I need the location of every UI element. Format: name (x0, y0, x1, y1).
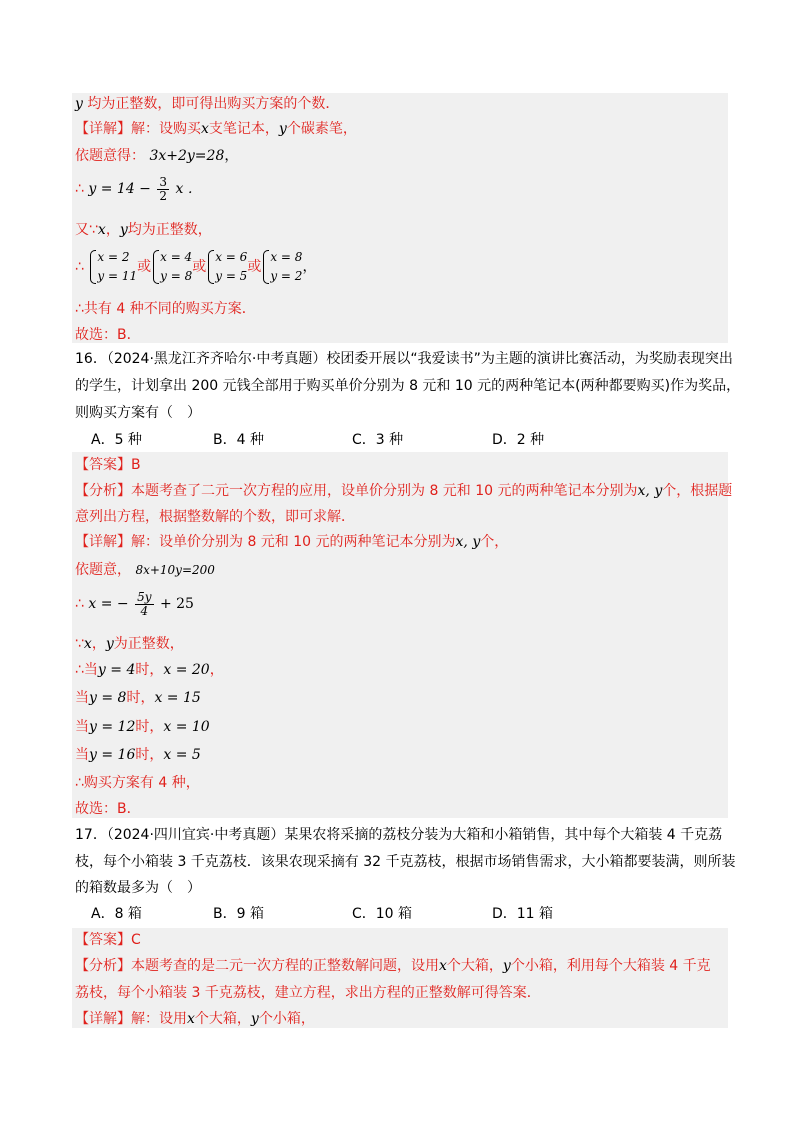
sol16-case-3: 当y = 12时，x = 10 (75, 719, 210, 735)
solution-pair-2: x = 4 y = 8 (151, 248, 192, 286)
sol16-answer: 【答案】B (75, 457, 141, 473)
q16-option-a: A．5 种 (91, 432, 142, 448)
q16-option-b: B．4 种 (213, 432, 264, 448)
fraction-5y-over-4: $\frac{5y}{4}$ (137, 589, 152, 618)
sol15-y-expression: ∴ y = 14 − $\frac{3}{2}$ x ． (75, 174, 202, 203)
q16-option-c: C．3 种 (352, 432, 404, 448)
q17-option-b: B．9 箱 (213, 906, 264, 922)
sol16-x-expression: ∴ x = − $\frac{5y}{4}$ + 25 (75, 589, 194, 618)
solution-pair-3: x = 6 y = 5 (206, 248, 247, 286)
sol15-total: ∴共有 4 种不同的购买方案． (75, 301, 256, 317)
q17-option-c: C．10 箱 (352, 906, 413, 922)
sol16-case-4: 当y = 16时，x = 5 (75, 747, 201, 763)
q17-line-1: 17．（2024·四川宜宾·中考真题）某果农将采摘的荔枝分装为大箱和小箱销售，其中每个大箱装 4 千克荔 (75, 827, 723, 843)
fraction-3-over-2: $\frac{3}{2}$ (159, 174, 168, 203)
sol15-continuation: y 均为正整数，即可得出购买方案的个数． (75, 96, 340, 112)
sol17-answer: 【答案】C (75, 932, 141, 948)
q16-line-1: 16．（2024·黑龙江齐齐哈尔·中考真题）校团委开展以“我爱读书”为主题的演讲比赛活动，为奖励表现突出 (75, 351, 733, 367)
sol15-detail: 【详解】解：设购买x支笔记本，y个碳素笔， (75, 121, 357, 137)
sol17-analysis-2: 荔枝，每个小箱装 3 千克荔枝，建立方程，求出方程的正整数解可得答案． (75, 985, 541, 1001)
solution-pair-1: x = 2 y = 11 (88, 248, 137, 286)
sol16-condition: ∵x，y为正整数， (75, 636, 184, 652)
sol16-detail: 【详解】解：设单价分别为 8 元和 10 元的两种笔记本分别为x, y个， (75, 534, 509, 550)
q16-option-d: D．2 种 (492, 432, 545, 448)
sol15-condition: 又∵x，y均为正整数， (75, 222, 212, 238)
q17-line-2: 枝，每个小箱装 3 千克荔枝．该果农现采摘有 32 千克荔枝，根据市场销售需求，大小箱都要装满，则所装 (75, 854, 736, 870)
sol16-choose: 故选：B． (75, 801, 141, 817)
q17-option-a: A．8 箱 (91, 906, 142, 922)
sol17-detail: 【详解】解：设用x个大箱，y个小箱， (75, 1011, 315, 1027)
q16-line-3: 则购买方案有（ ） (75, 405, 201, 421)
sol16-analysis-1: 【分析】本题考查了二元一次方程的应用，设单价分别为 8 元和 10 元的两种笔记本分别为x, y个，根据题 (75, 483, 733, 499)
sol16-case-2: 当y = 8时，x = 15 (75, 690, 201, 706)
sol15-solutions: ∴ x = 2 y = 11 或 x = 4 y = 8 或 x = 6 y = 5 或 x = 8 y = 2 ， (75, 246, 316, 288)
q16-line-2: 的学生，计划拿出 200 元钱全部用于购买单价分别为 8 元和 10 元的两种笔记本(两种都要购买)作为奖品， (75, 378, 741, 394)
sol15-equation: 依题意得： 3x+2y=28， (75, 148, 239, 164)
sol16-equation: 依题意， 8x+10y=200 (75, 562, 215, 578)
sol15-choose: 故选：B． (75, 327, 141, 343)
sol16-total: ∴购买方案有 4 种， (75, 775, 200, 791)
solution-pair-4: x = 8 y = 2 (261, 248, 302, 286)
q17-line-3: 的箱数最多为（ ） (75, 880, 201, 896)
sol16-analysis-2: 意列出方程，根据整数解的个数，即可求解． (75, 509, 355, 525)
sol17-analysis-1: 【分析】本题考查的是二元一次方程的正整数解问题，设用x个大箱，y个小箱，利用每个大箱装 4 千克 (75, 958, 711, 974)
q17-option-d: D．11 箱 (492, 906, 554, 922)
sol16-case-1: ∴当y = 4时，x = 20， (75, 662, 224, 678)
